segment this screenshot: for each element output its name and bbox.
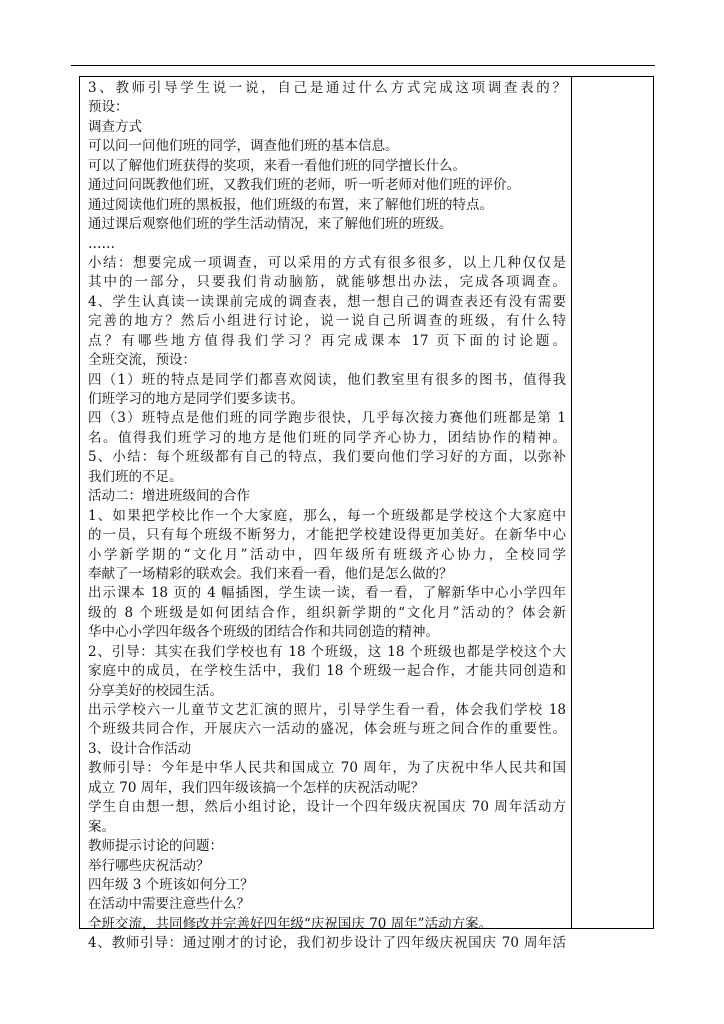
text-line: 个班级共同合作，开展庆六一活动的盛况，体会班与班之间合作的重要性。 [88,721,566,738]
text-line: 小学新学期的“文化月”活动中，四年级所有班级齐心协力，全校同学 [88,546,566,563]
text-line: 出示学校六一儿童节文艺汇演的照片，引导学生看一看，体会我们学校 18 [88,702,566,718]
text-line: 预设： [88,99,129,116]
text-line: 的一员，只有每个班级不断努力，才能把学校建设得更加美好。在新华中心 [88,527,566,544]
lesson-content-cell [88,79,566,954]
text-line: 在活动中需要注意些什么？ [88,896,250,913]
text-line: 举行哪些庆祝活动？ [88,857,210,874]
text-line: 家庭中的成员，在学校生活中，我们 18 个班级一起合作，才能共同创造和 [88,663,566,680]
text-line: 通过问问既教他们班，又教我们班的老师，听一听老师对他们班的评价。 [88,177,520,194]
lesson-plan-table [79,76,654,952]
text-line: 5、小结：每个班级都有自己的特点，我们要向他们学习好的方面，以弥补 [88,449,566,466]
text-line: 四（3）班特点是他们班的同学跑步很快，几乎每次接力赛他们班都是第 1 [88,410,566,427]
notes-column-cell [572,77,653,928]
text-line: 4、教师引导：通过刚才的讨论，我们初步设计了四年级庆祝国庆 70 周年活 [88,935,566,952]
text-line: 通过课后观察他们班的学生活动情况，来了解他们班的班级。 [88,216,453,233]
text-line: 四年级 3 个班该如何分工？ [88,876,254,893]
text-line: 可以了解他们班获得的奖项，来看一看他们班的同学擅长什么。 [88,157,466,174]
text-line: 通过阅读他们班的黑板报，他们班级的布置，来了解他们班的特点。 [88,196,493,213]
text-line: 成立 70 周年，我们四年级该搞一个怎样的庆祝活动呢？ [88,779,425,796]
text-line: 3、教师引导学生说一说，自己是通过什么方式完成这项调查表的？ [88,80,566,96]
text-line: 分享美好的校园生活。 [88,682,223,699]
text-line: 教师提示讨论的问题： [88,838,223,855]
text-line: 奉献了一场精彩的联欢会。我们来看一看，他们是怎么做的？ [88,565,453,582]
text-line: 完善的地方？然后小组进行讨论，说一说自己所调查的班级，有什么特 [88,313,566,330]
text-line: …… [88,235,115,252]
header-rule [71,65,655,66]
text-line: 4、学生认真读一读课前完成的调查表，想一想自己的调查表还有没有需要 [88,293,566,310]
text-line: 可以问一问他们班的同学，调查他们班的基本信息。 [88,138,399,155]
text-line: 全班交流，预设： [88,352,196,369]
text-line: 全班交流，共同修改并完善好四年级“庆祝国庆 70 周年”活动方案。 [88,915,493,932]
text-line: 调查方式 [88,118,142,135]
text-line: 名。值得我们班学习的地方是他们班的同学齐心协力，团结协作的精神。 [88,429,566,446]
text-line: 教师引导：今年是中华人民共和国成立 70 周年，为了庆祝中华人民共和国 [88,760,566,777]
text-line: 学生自由想一想，然后小组讨论，设计一个四年级庆祝国庆 70 周年活动方 [88,799,566,816]
text-line: 3、设计合作活动 [88,740,192,757]
text-line: 四（1）班的特点是同学们都喜欢阅读，他们教室里有很多的图书，值得我 [88,371,566,388]
text-line: 活动二：增进班级间的合作 [88,488,250,505]
text-line: 我们班的不足。 [88,468,183,485]
text-line: 1、如果把学校比作一个大家庭，那么，每一个班级都是学校这个大家庭中 [88,507,566,524]
text-line: 2、引导：其实在我们学校也有 18 个班级，这 18 个班级也都是学校这个大 [88,643,566,660]
text-line: 们班学习的地方是同学们要多读书。 [88,391,304,407]
text-line: 点？有哪些地方值得我们学习？再完成课本 17 页下面的讨论题。 [88,332,566,349]
text-line: 案。 [88,818,115,835]
text-line: 出示课本 18 页的 4 幅插图，学生读一读，看一看，了解新华中心小学四年 [88,585,566,602]
text-line: 级的 8 个班级是如何团结合作，组织新学期的“文化月”活动的？体会新 [88,604,566,621]
text-line: 其中的一部分，只要我们肯动脑筋，就能够想出办法，完成各项调查。 [88,274,566,291]
text-line: 华中心小学四年级各个班级的团结合作和共同创造的精神。 [88,624,439,641]
text-line: 小结：想要完成一项调查，可以采用的方式有很多很多，以上几种仅仅是 [88,254,566,271]
